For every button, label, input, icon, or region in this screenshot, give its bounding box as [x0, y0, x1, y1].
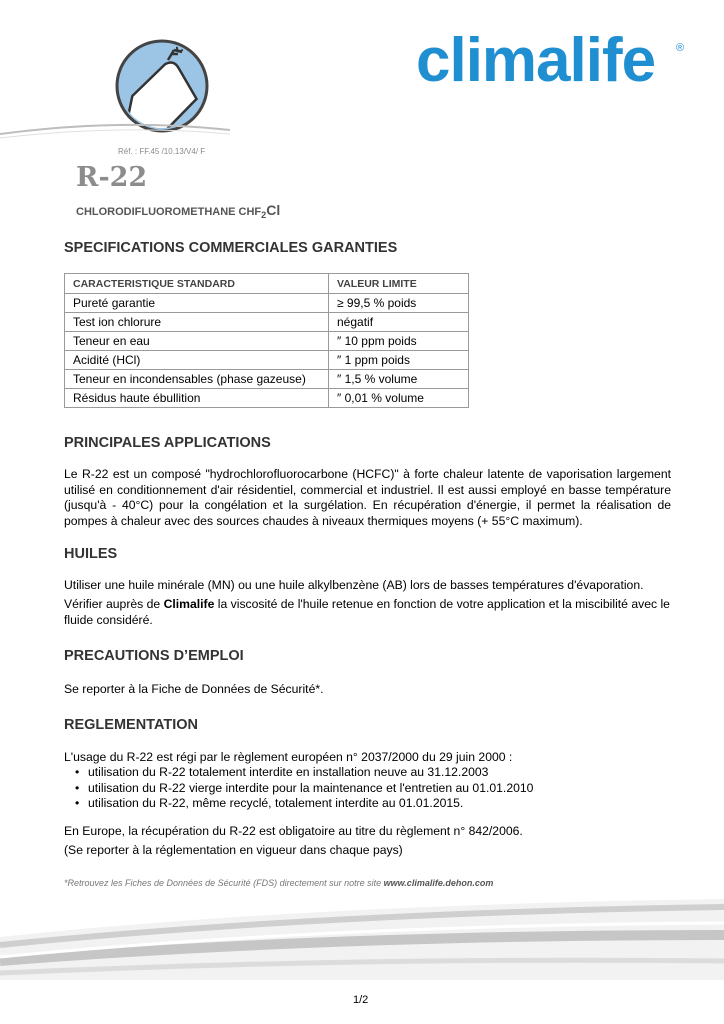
product-name: R-22 — [76, 162, 148, 193]
reglementation-list — [64, 765, 684, 812]
column-header: VALEUR LIMITE — [329, 274, 469, 294]
footer-swoosh — [0, 895, 724, 980]
section-heading-reglementation: REGLEMENTATION — [64, 717, 198, 733]
section-heading-precautions: PRECAUTIONS D’EMPLOI — [64, 648, 244, 664]
precautions-text: Se reporter à la Fiche de Données de Sécurité*. — [64, 682, 324, 696]
table-row — [65, 351, 469, 370]
table-cell: Pureté garantie — [65, 294, 329, 313]
table-cell: ″ 1,5 % volume — [329, 370, 469, 389]
website-link[interactable]: www.climalife.dehon.com — [383, 878, 494, 888]
column-header: CARACTERISTIQUE STANDARD — [65, 274, 329, 294]
document-ref: Réf. : FF.45 /10.13/V4/ F — [118, 147, 206, 156]
table-cell: Résidus haute ébullition — [65, 389, 329, 408]
list-item: • utilisation du R-22 totalement interdite en installation neuve au 31.12.2003 — [64, 765, 684, 781]
reglementation-text-3: (Se reporter à la réglementation en vigueur dans chaque pays) — [64, 843, 403, 857]
huiles-text-2: Vérifier auprès de Climalife la viscosité de l'huile retenue en fonction de votre application et la miscibilité avec le fluide considéré. — [64, 597, 670, 627]
section-heading-specs: SPECIFICATIONS COMMERCIALES GARANTIES — [64, 240, 398, 256]
table-row — [65, 313, 469, 332]
table-row — [65, 370, 469, 389]
section-heading-huiles: HUILES — [64, 546, 118, 562]
page-number: 1/2 — [353, 994, 369, 1006]
table-cell: Acidité (HCl) — [65, 351, 329, 370]
table-cell: négatif — [329, 313, 469, 332]
table-cell: Teneur en incondensables (phase gazeuse) — [65, 370, 329, 389]
table-cell: ″ 0,01 % volume — [329, 389, 469, 408]
table-header-row — [65, 274, 469, 294]
table-cell: Teneur en eau — [65, 332, 329, 351]
brand-logo: climalife — [416, 26, 656, 95]
reglementation-text-2: En Europe, la récupération du R-22 est obligatoire au titre du règlement n° 842/2006. — [64, 824, 523, 838]
section-heading-applications: PRINCIPALES APPLICATIONS — [64, 435, 271, 451]
table-cell: ″ 1 ppm poids — [329, 351, 469, 370]
list-item: • utilisation du R-22 vierge interdite pour la maintenance et l'entretien au 01.01.2010 — [64, 781, 684, 797]
list-item: • utilisation du R-22, même recyclé, totalement interdite au 01.01.2015. — [64, 796, 684, 812]
table-cell: ″ 10 ppm poids — [329, 332, 469, 351]
reglementation-intro: L'usage du R-22 est régi par le règlement européen n° 2037/2000 du 29 juin 2000 : — [64, 750, 513, 764]
table-row — [65, 389, 469, 408]
spec-table — [64, 273, 469, 408]
registered-mark: ® — [676, 42, 685, 54]
header-swoosh — [0, 112, 724, 152]
table-row — [65, 332, 469, 351]
chemical-name: CHLORODIFLUOROMETHANE $CHF_2Cl$ — [76, 202, 281, 221]
table-cell: Test ion chlorure — [65, 313, 329, 332]
huiles-text-1: Utiliser une huile minérale (MN) ou une huile alkylbenzène (AB) lors de basses températures d'évaporation. — [64, 578, 644, 592]
table-row — [65, 294, 469, 313]
footnote: *Retrouvez les Fiches de Données de Sécurité (FDS) directement sur notre site www.climalife.dehon.com — [64, 878, 494, 888]
applications-text: Le R-22 est un composé "hydrochlorofluorocarbone (HCFC)" à forte chaleur latente de vaporisation largement utilisé en conditionnement d'air résidentiel, commercial et industriel. Il est aussi employé en basse température (jusqu'à - 40°C) pour la congélation et la surgélation. En récupération d'énergie, il permet la réalisation de pompes à chaleur avec des sources chaudes à niveaux thermiques moyens (+ 55°C maximum). — [64, 467, 671, 528]
table-cell: ≥ 99,5 % poids — [329, 294, 469, 313]
